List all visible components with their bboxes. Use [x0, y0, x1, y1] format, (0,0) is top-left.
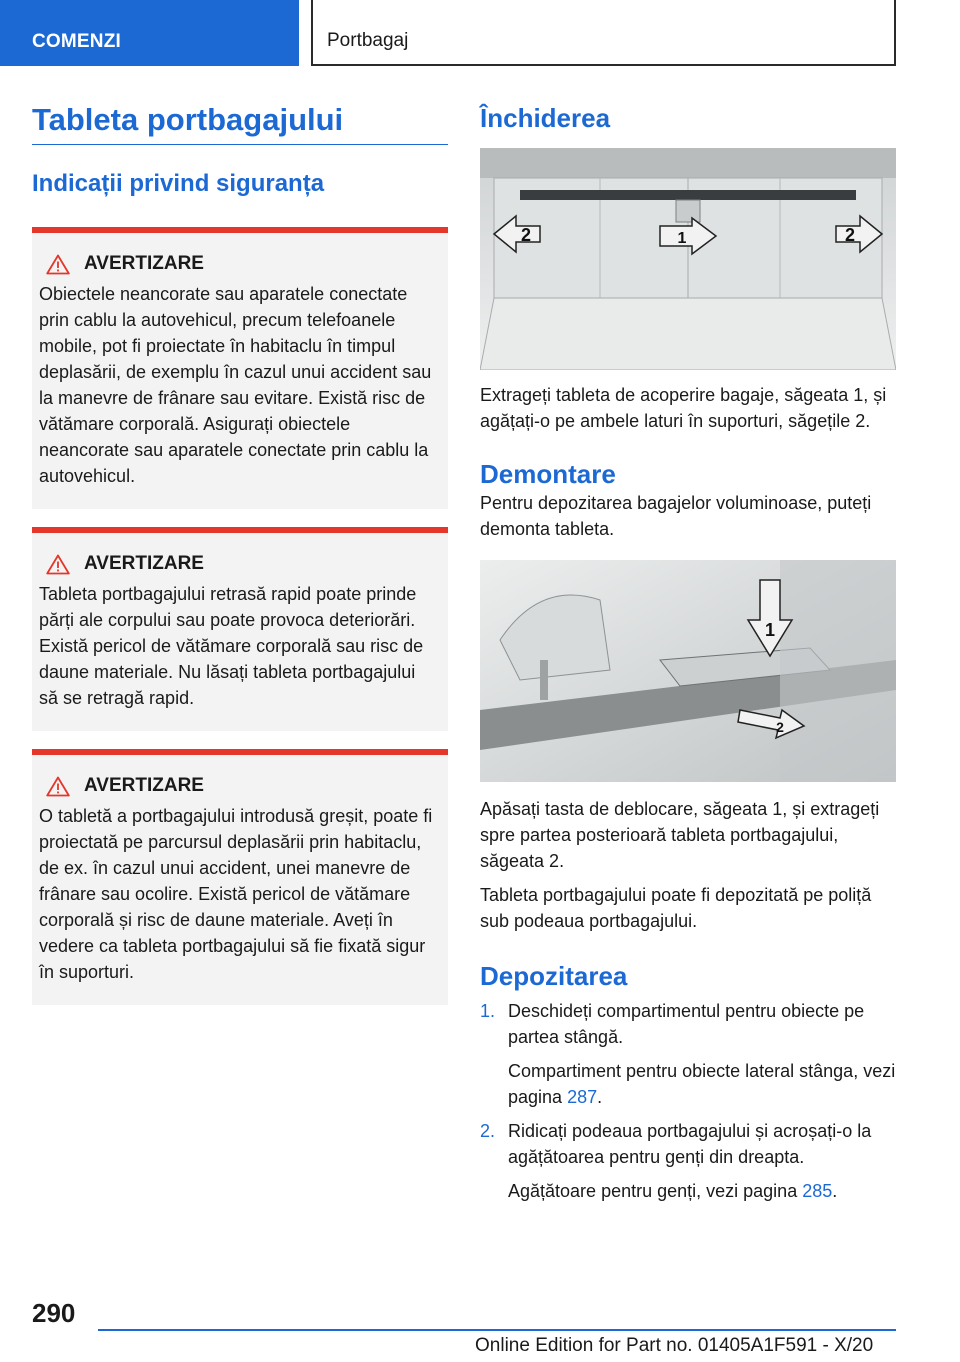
- safety-subtitle: Indicații privind siguranța: [32, 170, 325, 197]
- reference-end: .: [832, 1181, 838, 1201]
- trunk-cover-closing-illustration: [480, 148, 896, 370]
- warning-header: [39, 553, 438, 575]
- warning-box-2: [32, 527, 448, 731]
- page-link-287[interactable]: 287: [567, 1087, 598, 1107]
- warning-box-1: [32, 227, 448, 509]
- warning-header: [39, 253, 438, 275]
- removal-text-2: Tableta portbagajului poate fi depozitată pe poliță sub podeaua portbagajului.: [480, 885, 872, 931]
- warning-text: Tableta portbagajului retrasă rapid poate prinde părți ale corpului sau poate provoca deteriorări. Există pericol de vătămare corporală sau risc de daune materiale. Nu lăsați tableta portbagajului să se retragă rapid.: [39, 584, 424, 708]
- arrow-label: 1: [764, 620, 776, 640]
- removal-heading: Demontare: [480, 459, 616, 489]
- step-text: Deschideți compartimentul pentru obiecte pe partea stângă.: [508, 1001, 865, 1047]
- warning-text: Obiectele neancorate sau aparatele conectate prin cablu la autovehicul, precum telefoanele mobile, pot fi proiectate în habitaclu în timpul deplasării, de exemplu în cazul unui accident sau la manevre de frânare sau evitare. Există risc de vătămare corporală. Asigurați obiectele neancorate sau aparatele conectate prin cablu la autovehicul.: [39, 284, 432, 486]
- step-reference: [508, 1058, 896, 1110]
- arrow-label: 2: [520, 225, 532, 245]
- step-reference: [508, 1178, 896, 1204]
- step-number: 1.: [480, 1001, 496, 1021]
- page-header: [0, 0, 960, 66]
- arrow-label: 1: [677, 230, 687, 247]
- warning-label: AVERTIZARE: [84, 775, 204, 796]
- step-text: Ridicați podeaua portbagajului și acroșați-o la agățătoarea pentru genți din dreapta.: [508, 1121, 872, 1167]
- reference-end: .: [597, 1087, 603, 1107]
- storage-steps: [480, 998, 896, 1204]
- warning-label: AVERTIZARE: [84, 553, 204, 574]
- footer-edition: Online Edition for Part no. 01405A1F591 - X/20: [475, 1335, 874, 1356]
- storage-heading: Depozitarea: [480, 961, 628, 991]
- left-column: [32, 100, 448, 1005]
- step-number: 2.: [480, 1121, 496, 1141]
- list-item: [480, 998, 896, 1110]
- reference-text: Agățătoare pentru genți, vezi pagina: [508, 1181, 803, 1201]
- page-title: Tableta portbagajului: [32, 100, 448, 145]
- page-link-285[interactable]: 285: [802, 1181, 833, 1201]
- footer-divider: [98, 1329, 896, 1331]
- right-column: [480, 100, 896, 1212]
- chapter-title: Portbagaj: [311, 0, 896, 66]
- warning-triangle-icon: [46, 254, 70, 275]
- arrow-label: 2: [776, 719, 784, 735]
- removal-intro: Pentru depozitarea bagajelor voluminoase, puteți demonta tableta.: [480, 493, 872, 539]
- closing-text: Extrageți tableta de acoperire bagaje, săgeata 1, și agățați-o pe ambele laturi în suporturi, săgețile 2.: [480, 385, 887, 431]
- warning-label: AVERTIZARE: [84, 253, 204, 274]
- warning-triangle-icon: [46, 554, 70, 575]
- warning-triangle-icon: [46, 776, 70, 797]
- trunk-cover-removal-illustration: [480, 560, 896, 782]
- closing-heading: Închiderea: [480, 103, 611, 133]
- list-item: [480, 1118, 896, 1204]
- reference-text: Compartiment pentru obiecte lateral stânga, vezi pagina: [508, 1061, 896, 1107]
- warning-header: [39, 775, 438, 797]
- warning-text: O tabletă a portbagajului introdusă greșit, poate fi proiectată pe parcursul deplasării prin habitaclu, de ex. în cazul unui accident, unei manevre de frânare sau ocolire. Există pericol de vătămare corporală și risc de daune materiale. Aveți în vedere ca tableta portbagajului să fie fixată sigur în suporturi.: [39, 806, 433, 982]
- section-tab[interactable]: COMENZI: [0, 0, 299, 66]
- page-number: 290: [32, 1298, 76, 1328]
- removal-text-1: Apăsați tasta de deblocare, săgeata 1, și extrageți spre partea posterioară tableta portbagajului, săgeata 2.: [480, 799, 880, 871]
- arrow-label: 2: [844, 225, 856, 245]
- warning-box-3: [32, 749, 448, 1005]
